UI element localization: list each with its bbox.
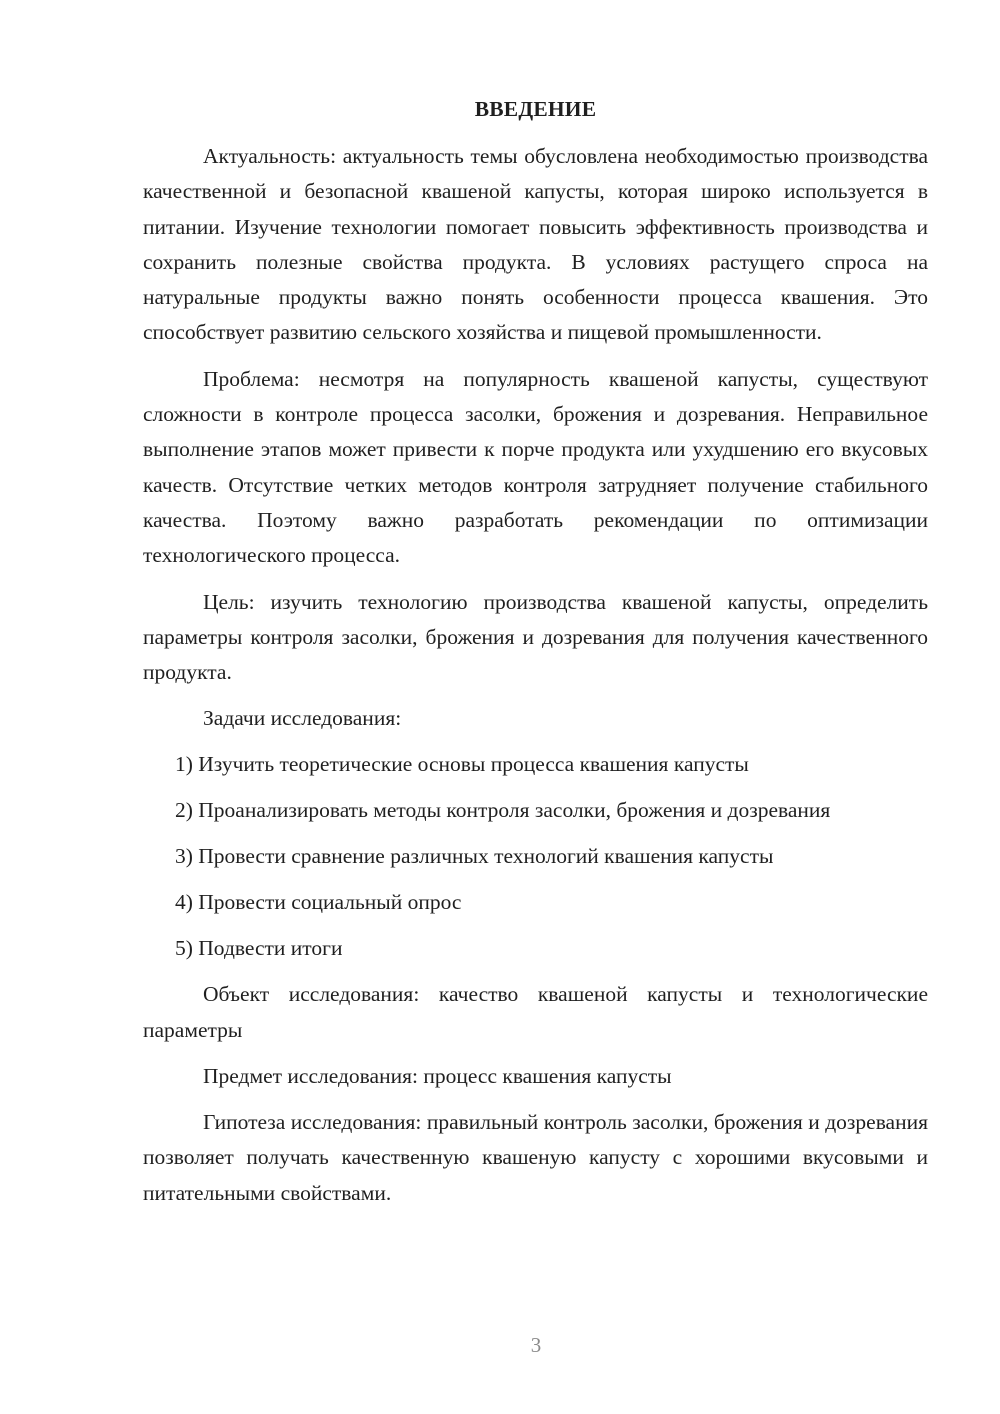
list-item: 1) Изучить теоретические основы процесса квашения капусты [175,752,749,777]
list-item: 4) Провести социальный опрос [175,890,462,915]
object-paragraph: Объект исследования: качество квашеной капусты и технологические параметры [143,982,928,1042]
document-page [143,92,928,1222]
hypothesis-paragraph: Гипотеза исследования: правильный контроль засолки, брожения и дозревания позволяет получать качественную квашеную капусту с хорошими вкусовыми и питательными свойствами. [143,1110,928,1205]
list-item: 2) Проанализировать методы контроля засолки, брожения и дозревания [175,798,831,823]
relevance-paragraph: Актуальность: актуальность темы обусловлена необходимостью производства качественной и безопасной квашеной капусты, которая широко используется в питании. Изучение технологии помогает повысить эффективность производства и сохранить полезные свойства продукта. В условиях растущего спроса на натуральные продукты важно понять особенности процесса квашения. Это способствует развитию сельского хозяйства и пищевой промышленности. [143,144,928,345]
list-item: 5) Подвести итоги [175,936,343,961]
page-number: 3 [530,1333,542,1357]
tasks-list [143,747,928,966]
problem-paragraph: Проблема: несмотря на популярность квашеной капусты, существуют сложности в контроле процесса засолки, брожения и дозревания. Неправильное выполнение этапов может привести к порче продукта или ухудшению его вкусовых качеств. Отсутствие четких методов контроля затрудняет получение стабильного качества. Поэтому важно разработать рекомендации по оптимизации технологического процесса. [143,366,928,568]
page-title: ВВЕДЕНИЕ [474,97,597,121]
goal-paragraph: Цель: изучить технологию производства квашеной капусты, определить параметры контроля засолки, брожения и дозревания для получения качественного продукта. [143,589,928,685]
list-item: 3) Провести сравнение различных технологий квашения капусты [175,844,774,869]
tasks-heading: Задачи исследования: [203,706,402,731]
subject-paragraph: Предмет исследования: процесс квашения капусты [203,1064,672,1089]
